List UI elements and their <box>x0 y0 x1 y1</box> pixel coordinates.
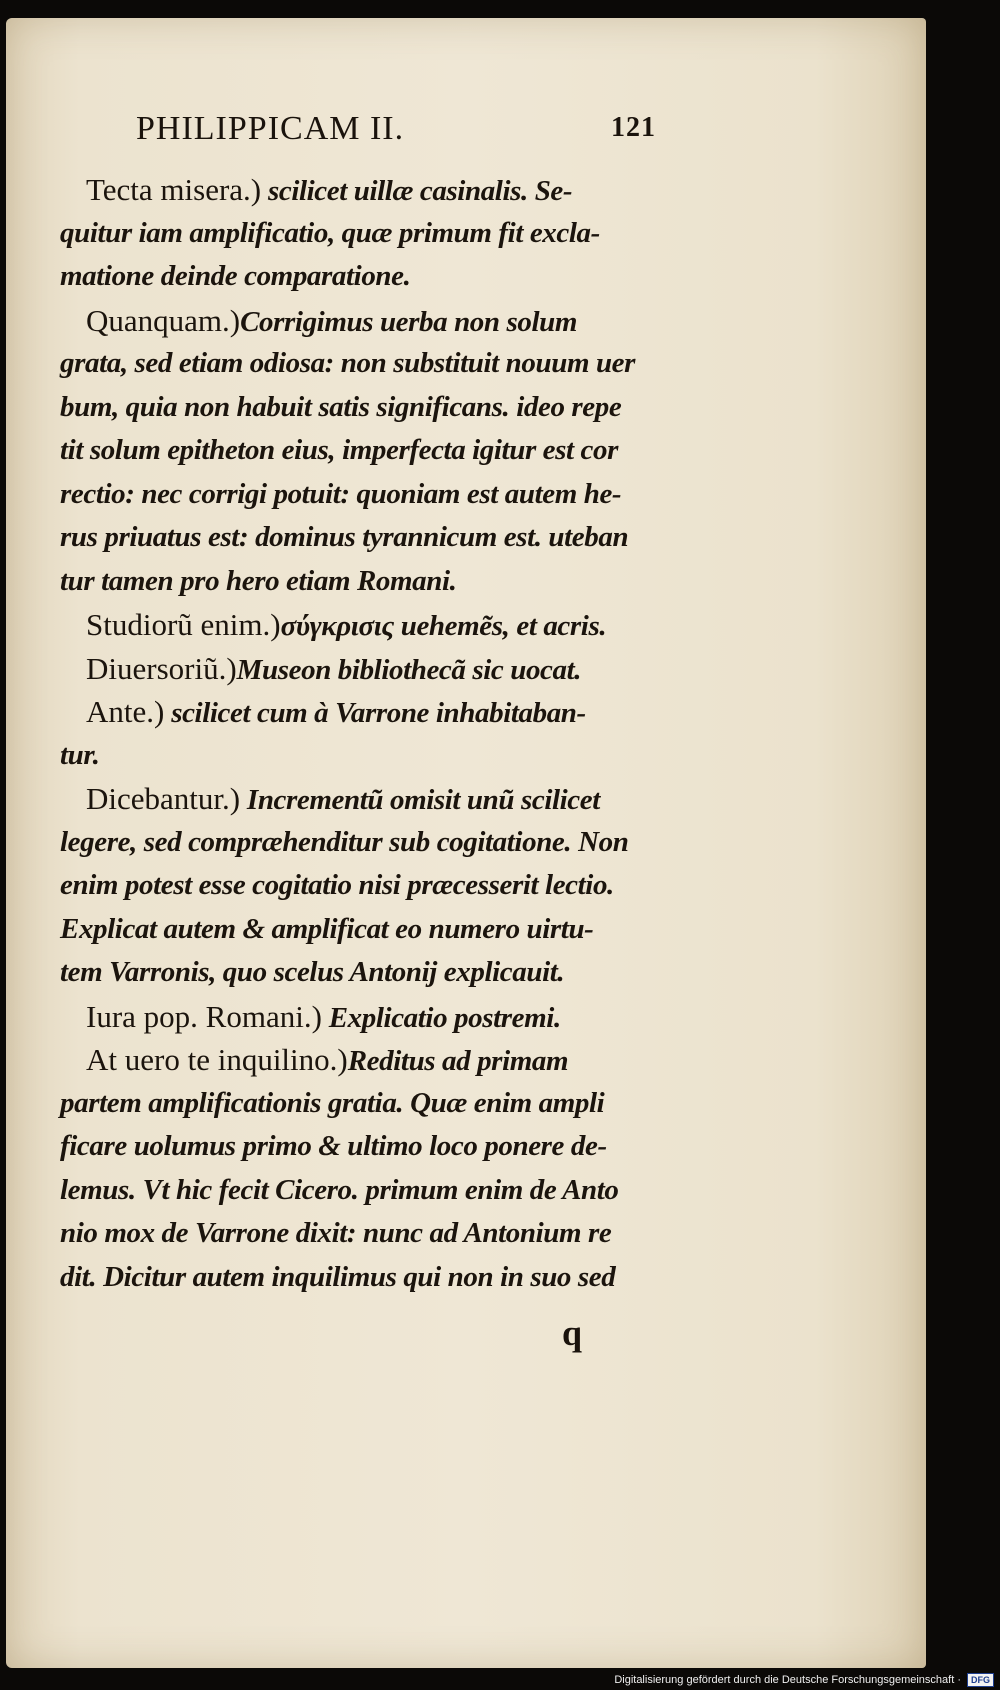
gloss: Museon bibliothecã sic uocat. <box>236 653 582 686</box>
text-line <box>60 1125 700 1169</box>
text-line <box>60 647 700 691</box>
text-line <box>60 255 700 299</box>
gloss: Explicat autem & amplificat eo numero uirtu- <box>60 912 594 945</box>
gloss: enim potest esse cogitatio nisi præcesserit lectio. <box>60 869 614 901</box>
gloss: Reditus ad primam <box>347 1045 569 1077</box>
gloss: tur tamen pro hero etiam Romani. <box>60 564 457 597</box>
lemma: Diuersoriũ.) <box>86 650 237 686</box>
signature-mark: q <box>562 1313 583 1353</box>
credit-text: Digitalisierung gefördert durch die Deutsche Forschungsgemeinschaft · <box>614 1674 961 1686</box>
gloss: tur. <box>60 738 100 771</box>
gloss: Incrementũ omisit unũ scilicet <box>240 784 600 816</box>
lemma: Iura pop. Romani.) <box>86 998 322 1034</box>
gloss: σύγκρισις uehemẽs, et acris. <box>280 610 607 642</box>
lemma: At uero te inquilino.) <box>86 1042 348 1077</box>
folio-number: 121 <box>611 112 656 143</box>
text-line <box>60 1082 700 1126</box>
gloss: dit. Dicitur autem inquilimus qui non in suo sed <box>60 1260 616 1293</box>
commentary-text <box>60 168 700 1299</box>
running-title: PHILIPPICAM II. <box>136 110 405 147</box>
gloss: quitur iam amplificatio, quæ primum fit excla- <box>60 216 600 249</box>
gloss: scilicet cum à Varrone inhabitaban- <box>164 697 586 729</box>
text-line <box>60 1256 700 1300</box>
lemma: Quanquam.) <box>86 302 241 338</box>
text-line <box>60 1038 700 1082</box>
dfg-logo-icon: DFG <box>967 1673 994 1687</box>
gloss: grata, sed etiam odiosa: non substituit nouum uer <box>60 347 636 379</box>
gloss: tit solum epitheton eius, imperfecta igitur est cor <box>60 434 619 466</box>
text-line <box>60 342 700 386</box>
text-line <box>60 386 700 430</box>
gloss: nio mox de Varrone dixit: nunc ad Antonium re <box>60 1217 612 1249</box>
text-line <box>60 995 700 1039</box>
lemma: Studiorũ enim.) <box>86 607 281 642</box>
text-line <box>60 821 700 865</box>
text-line <box>60 734 700 778</box>
gloss: Explicatio postremi. <box>321 1001 561 1034</box>
text-line <box>60 212 700 256</box>
text-line <box>60 1212 700 1256</box>
text-line <box>60 560 700 604</box>
gloss: bum, quia non habuit satis significans. ideo repe <box>60 390 622 423</box>
gloss: partem amplificationis gratia. Quæ enim ampli <box>60 1086 605 1119</box>
lemma: Tecta misera.) <box>86 172 262 207</box>
gloss: scilicet uillæ casinalis. Se- <box>261 175 573 207</box>
text-line <box>60 299 700 343</box>
gloss: lemus. Vt hic fecit Cicero. primum enim de Anto <box>60 1173 619 1206</box>
text-line <box>60 429 700 473</box>
text-line <box>60 690 700 734</box>
gloss: legere, sed compræhenditur sub cogitatione. Non <box>60 825 629 858</box>
running-header <box>136 110 656 160</box>
text-line <box>60 168 700 212</box>
digitization-credit <box>614 1673 994 1687</box>
gloss: Corrigimus uerba non solum <box>240 305 578 338</box>
gloss: tem Varronis, quo scelus Antonij explicauit. <box>60 956 565 988</box>
gloss: ficare uolumus primo & ultimo loco ponere de- <box>60 1130 607 1162</box>
gloss: rus priuatus est: dominus tyrannicum est. uteban <box>60 521 629 553</box>
book-page <box>6 18 926 1668</box>
lemma: Ante.) <box>86 694 165 729</box>
lemma: Dicebantur.) <box>86 781 241 816</box>
text-line <box>60 473 700 517</box>
text-line <box>60 1169 700 1213</box>
text-line <box>60 516 700 560</box>
text-line <box>60 908 700 952</box>
text-line <box>60 864 700 908</box>
text-line <box>60 603 700 647</box>
gloss: rectio: nec corrigi potuit: quoniam est autem he- <box>60 477 622 510</box>
text-line <box>60 951 700 995</box>
gloss: matione deinde comparatione. <box>60 260 411 292</box>
text-line <box>60 777 700 821</box>
